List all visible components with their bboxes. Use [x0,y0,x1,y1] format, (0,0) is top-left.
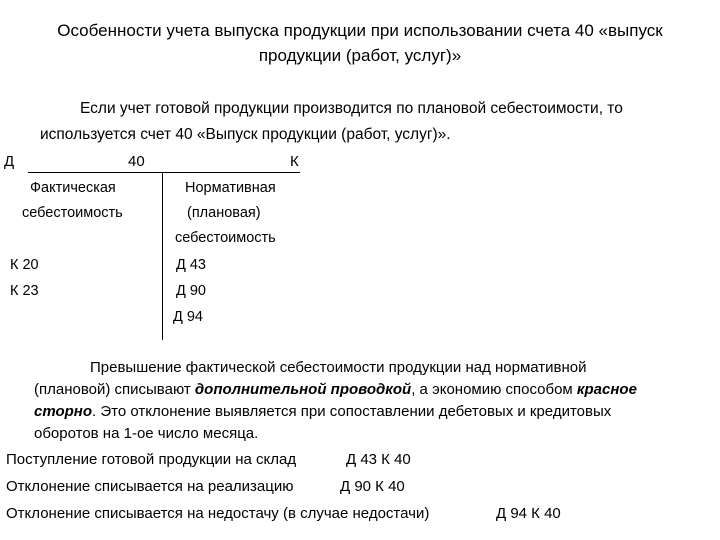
intro-line-2: используется счет 40 «Выпуск продукции (работ, услуг)». [40,126,451,143]
t-account-vertical-line [162,172,163,340]
emphasis-storno: сторно [34,403,93,420]
paragraph-line-1: Превышение фактической себестоимости продукции над нормативной [90,359,587,376]
credit-header-line-3: себестоимость [175,230,276,246]
operation-text: Отклонение списывается на реализацию [6,478,294,495]
operation-entry: Д 90 К 40 [340,478,405,495]
intro-line-1: Если учет готовой продукции производится по плановой себестоимости, то [80,100,623,117]
credit-entry: Д 43 [176,257,206,273]
debit-entry: К 23 [10,283,39,299]
title-line-2: продукции (работ, услуг)» [258,46,462,65]
paragraph-line-3 [34,401,611,423]
operation-entry: Д 43 К 40 [346,451,411,468]
debit-entry: К 20 [10,257,39,273]
credit-header-line-2: (плановая) [187,205,261,221]
paragraph-line-2 [34,379,637,401]
credit-entry: Д 94 [173,309,203,325]
paragraph-text: (плановой) списывают [34,381,195,398]
debit-header-line-2: себестоимость [22,205,123,221]
paragraph-line-4: оборотов на 1-ое число месяца. [34,425,259,442]
credit-label: К [290,153,299,170]
account-number: 40 [128,153,145,170]
emphasis-red-storno: красное [576,381,637,398]
credit-entry: Д 90 [176,283,206,299]
operation-entry: Д 94 К 40 [496,505,561,522]
t-account-horizontal-line [28,172,300,173]
debit-header-line-1: Фактическая [30,180,116,196]
title-line-1: Особенности учета выпуска продукции при использовании счета 40 «выпуск [57,21,663,40]
debit-label: Д [4,153,15,170]
emphasis-additional-entry: дополнительной проводкой [194,381,412,398]
operation-text: Поступление готовой продукции на склад [6,451,297,468]
paragraph-text: , а экономию способом [411,381,577,398]
paragraph-text: . Это отклонение выявляется при сопоставлении дебетовых и кредитовых [92,403,612,420]
operation-text: Отклонение списывается на недостачу (в случае недостачи) [6,505,430,522]
slide-title [20,18,700,68]
credit-header-line-1: Нормативная [185,180,276,196]
